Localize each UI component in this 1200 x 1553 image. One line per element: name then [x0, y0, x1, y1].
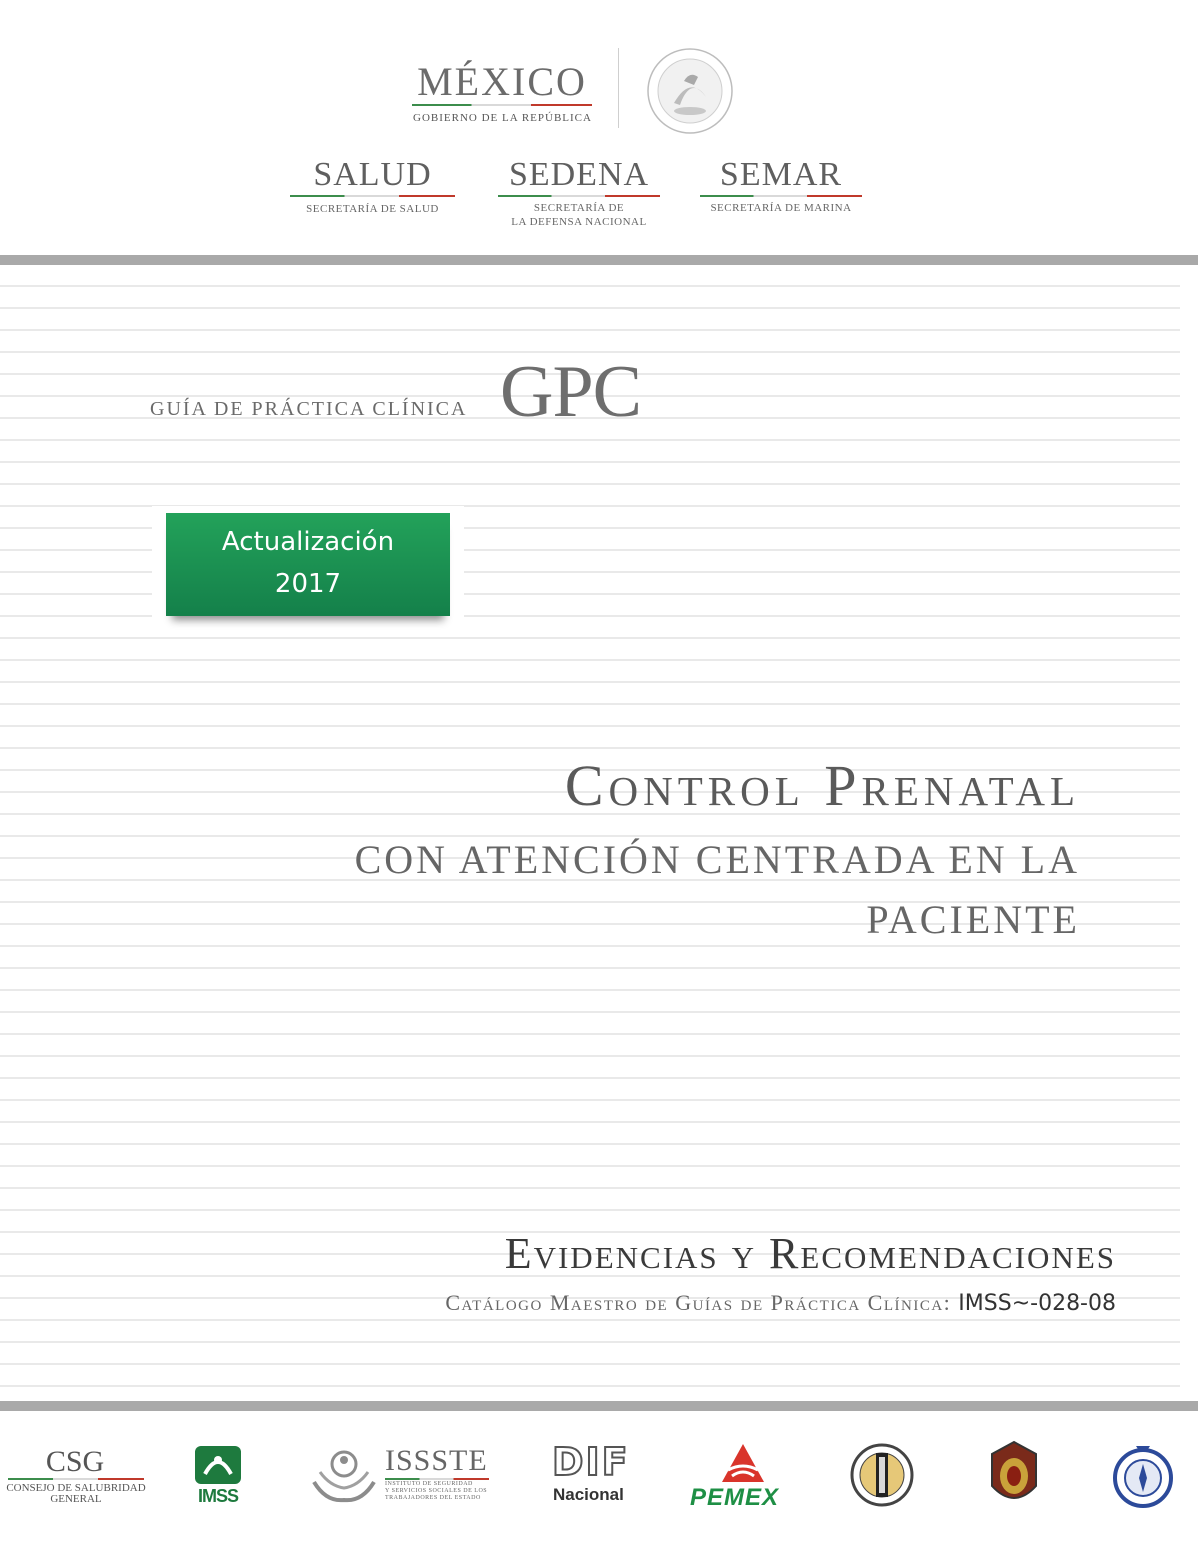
guide-label: GUÍA DE PRÁCTICA CLÍNICA	[150, 398, 468, 420]
document-subtitle-2: PACIENTE	[866, 897, 1080, 942]
pemex-label: PEMEX	[690, 1484, 780, 1511]
sedena-title: SEDENA	[508, 156, 650, 193]
sedena-emblem-icon	[850, 1443, 914, 1507]
badge-line-2: 2017	[274, 569, 342, 599]
semar-title: SEMAR	[719, 156, 843, 193]
sedena-subtitle-2: LA DEFENSA NACIONAL	[511, 216, 647, 228]
issste-subtitle-1: INSTITUTO DE SEGURIDAD	[385, 1481, 473, 1487]
csg-flag-line	[8, 1478, 144, 1480]
mexico-subtitle: GOBIERNO DE LA REPÚBLICA	[413, 112, 592, 124]
issste-subtitle	[385, 1481, 495, 1502]
update-badge	[166, 513, 450, 616]
csg-subtitle-1: CONSEJO DE SALUBRIDAD	[6, 1482, 146, 1494]
salud-flag-line	[290, 195, 455, 197]
catalog-label: Catálogo Maestro de Guías de Práctica Clínica:	[445, 1290, 952, 1315]
section-heading: Evidencias y Recomendaciones	[504, 1229, 1116, 1278]
pemex-flame-icon	[718, 1442, 768, 1484]
document-subtitle-1: CON ATENCIÓN CENTRADA EN LA	[354, 837, 1080, 882]
header-separator	[618, 48, 619, 128]
mexico-title: MÉXICO	[417, 59, 587, 104]
guide-acronym: GPC	[500, 351, 641, 433]
semar-subtitle: SECRETARÍA DE MARINA	[710, 202, 852, 214]
catalog-code: IMSS~-028-08	[958, 1291, 1116, 1316]
top-divider	[0, 255, 1198, 265]
salud-subtitle: SECRETARÍA DE SALUD	[306, 203, 439, 215]
dif-subtitle: Nacional	[553, 1485, 624, 1504]
imss-label: IMSS	[197, 1486, 238, 1506]
sedena-flag-line	[498, 195, 660, 197]
salud-title: SALUD	[313, 156, 432, 193]
csg-subtitle	[6, 1483, 146, 1505]
csg-subtitle-2: GENERAL	[50, 1493, 102, 1505]
hospital-emblem-icon	[1112, 1440, 1174, 1510]
flag-line	[412, 104, 592, 106]
issste-flag-line	[385, 1478, 489, 1480]
csg-title: CSG	[45, 1445, 105, 1478]
national-seal-icon	[640, 45, 740, 137]
issste-subtitle-2: Y SERVICIOS SOCIALES DE LOS	[385, 1488, 488, 1494]
document-title: Control Prenatal	[564, 753, 1080, 818]
bottom-divider	[0, 1401, 1198, 1411]
issste-hands-icon	[306, 1442, 382, 1506]
issste-subtitle-3: TRABAJADORES DEL ESTADO	[385, 1495, 481, 1501]
catalog-line	[445, 1290, 1116, 1316]
imss-logo-icon	[193, 1444, 243, 1486]
sedena-subtitle-1: SECRETARÍA DE	[533, 202, 625, 214]
semar-flag-line	[700, 195, 862, 197]
dif-title: DIF	[552, 1440, 630, 1484]
badge-line-1: Actualización	[221, 527, 395, 557]
semar-emblem-icon	[988, 1440, 1040, 1510]
issste-title: ISSSTE	[385, 1444, 488, 1477]
